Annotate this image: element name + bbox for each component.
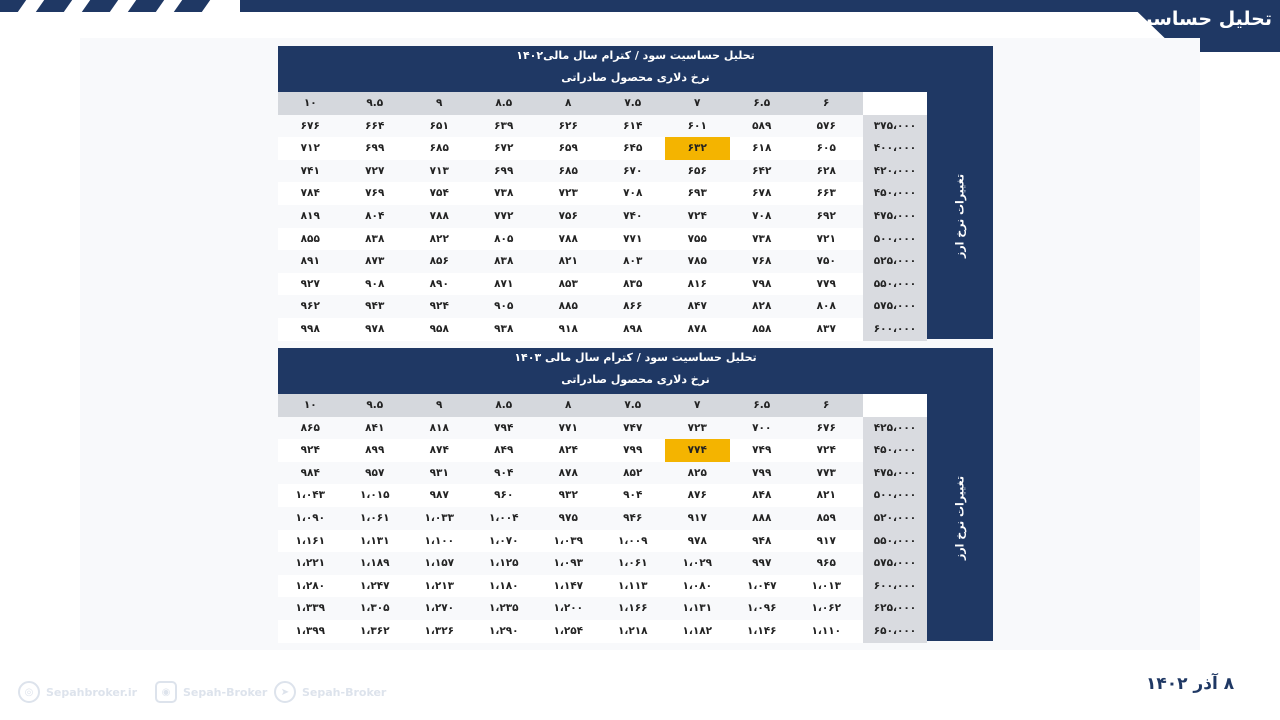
row-label-cell: ۴۷۵،۰۰۰ <box>863 462 927 485</box>
table-cell: ۷۵۰ <box>816 255 836 268</box>
table-cell: ۸۱۶ <box>687 277 707 290</box>
table-cell: ۱،۰۱۳ <box>811 579 842 592</box>
table-cell: ۱،۳۶۲ <box>359 625 390 637</box>
table-cell: ۷۵۶ <box>558 210 578 222</box>
column-header-cell: ۶ <box>823 97 830 109</box>
table-cell: ۷۵۵ <box>687 232 707 245</box>
table-row <box>278 507 927 530</box>
table-cell: ۹۴۳ <box>365 300 385 313</box>
column-header-cell: ۸ <box>565 97 572 109</box>
corner-cell <box>863 92 927 115</box>
table-cell: ۹۸۴ <box>300 466 320 479</box>
table-cell: ۸۲۱ <box>558 255 578 268</box>
table-cell: ۸۴۱ <box>365 421 385 434</box>
row-label-cell: ۵۷۵،۰۰۰ <box>863 552 927 575</box>
watermark-text: Sepah-Broker <box>302 685 387 699</box>
column-header-row <box>278 92 927 115</box>
sensitivity-table-1403 <box>278 348 993 641</box>
table-cell: ۶۳۹ <box>494 119 514 132</box>
table-cell: ۷۶۹ <box>365 187 385 200</box>
column-header-cell: ۸.۵ <box>495 97 513 109</box>
table-cell: ۹۲۷ <box>300 277 320 290</box>
table-cell: ۶۷۲ <box>494 142 514 155</box>
table-cell: ۱،۰۴۳ <box>295 489 326 502</box>
column-header-cell: ۷.۵ <box>624 399 642 411</box>
table-cell: ۸۴۸ <box>752 489 772 502</box>
table-cell: ۱،۳۹۹ <box>295 625 326 637</box>
table-cell: ۶۶۳ <box>816 187 836 200</box>
table-cell: ۹۹۷ <box>752 557 772 570</box>
table-cell: ۷۹۴ <box>494 421 514 434</box>
table-cell: ۶۰۵ <box>816 142 836 155</box>
table-cell: ۹۶۵ <box>816 557 836 570</box>
table-cell: ۹۶۰ <box>494 489 514 502</box>
table-cell: ۸۵۶ <box>429 255 449 268</box>
table-cell: ۵۸۹ <box>752 119 772 132</box>
table-cell: ۷۲۴ <box>816 444 836 457</box>
table-cell: ۹۳۱ <box>429 466 449 479</box>
table-cell: ۶۷۶ <box>816 421 836 434</box>
table-cell: ۱،۲۷۰ <box>424 602 455 615</box>
table-cell: ۹۷۸ <box>687 534 707 547</box>
table-cell: ۱،۰۰۹ <box>617 534 648 547</box>
column-header-cell: ۷ <box>694 399 701 411</box>
table-cell: ۸۹۸ <box>623 323 643 335</box>
table-cell: ۷۳۸ <box>752 232 772 245</box>
column-header-cell: ۸.۵ <box>495 399 513 411</box>
table-cell: ۷۲۳ <box>558 187 578 200</box>
table-cell: ۶۲۶ <box>558 119 578 132</box>
table-row <box>278 295 927 318</box>
table-cell: ۷۷۲ <box>494 210 514 222</box>
table-row <box>278 530 927 553</box>
table-cell: ۱،۱۸۹ <box>359 557 390 570</box>
table-cell: ۶۴۵ <box>623 142 643 155</box>
corner-cell <box>863 394 927 417</box>
table-cell: ۱،۰۰۴ <box>488 512 519 524</box>
table-cell: ۸۷۸ <box>687 323 707 335</box>
table-cell: ۶۲۸ <box>816 164 836 177</box>
table-header <box>278 46 993 92</box>
table-row <box>278 182 927 205</box>
table-cell: ۱،۰۸۰ <box>682 579 713 592</box>
table-cell: ۱،۲۸۰ <box>295 579 326 592</box>
table-cell: ۱،۰۳۳ <box>424 512 455 524</box>
instagram-icon: ◉ <box>155 681 177 703</box>
table-cell: ۱،۱۸۰ <box>488 579 519 592</box>
table-cell: ۶۱۸ <box>752 142 772 155</box>
row-label-cell: ۴۲۵،۰۰۰ <box>863 417 927 440</box>
row-label-cell: ۵۰۰،۰۰۰ <box>863 484 927 507</box>
table-cell: ۹۱۸ <box>558 323 578 335</box>
table-cell: ۸۵۵ <box>300 232 320 245</box>
table-cell: ۱،۳۲۶ <box>424 625 455 637</box>
page-title: تحلیل حساسیت <box>1125 8 1272 30</box>
telegram-icon: ➤ <box>274 681 296 703</box>
table-cell: ۸۷۶ <box>687 489 707 502</box>
table-cell: ۱،۱۴۷ <box>553 579 584 592</box>
row-label-cell: ۵۲۰،۰۰۰ <box>863 507 927 530</box>
table-cell: ۸۷۸ <box>558 466 578 479</box>
table-cell: ۹۵۷ <box>365 466 385 479</box>
row-label-cell: ۵۵۰،۰۰۰ <box>863 273 927 296</box>
table-cell: ۶۷۸ <box>752 187 772 200</box>
table-cell: ۸۵۲ <box>623 466 643 479</box>
column-header-cell: ۶.۵ <box>753 399 771 411</box>
column-header-cell: ۹.۵ <box>366 399 384 411</box>
column-header-row <box>278 394 927 417</box>
table-subtitle: نرخ دلاری محصول صادراتی <box>561 373 710 386</box>
table-row <box>278 575 927 598</box>
table-cell: ۹۷۵ <box>558 512 578 524</box>
table-cell: ۸۱۹ <box>300 210 320 222</box>
column-header-cell: ۶.۵ <box>753 97 771 109</box>
table-cell: ۱،۲۰۰ <box>553 602 584 615</box>
table-cell: ۶۹۹ <box>494 164 514 177</box>
table-cell: ۷۳۸ <box>494 187 514 200</box>
table-cell: ۱،۱۰۰ <box>424 534 455 547</box>
row-label-cell: ۶۲۵،۰۰۰ <box>863 597 927 620</box>
table-cell: ۸۱۸ <box>429 421 449 434</box>
table-cell: ۹۴۶ <box>623 512 643 524</box>
row-label-cell: ۶۰۰،۰۰۰ <box>863 318 927 341</box>
table-cell: ۱،۱۴۶ <box>746 625 777 637</box>
table-cell: ۱،۰۲۹ <box>682 557 713 570</box>
table-cell: ۸۳۷ <box>816 323 836 335</box>
table-cell: ۷۴۰ <box>623 210 643 222</box>
table-cell: ۸۳۵ <box>623 277 643 290</box>
row-label-cell: ۶۵۰،۰۰۰ <box>863 620 927 643</box>
table-cell: ۷۸۴ <box>300 187 320 200</box>
table-cell: ۱،۱۱۰ <box>811 625 842 637</box>
table-header <box>278 348 993 394</box>
row-label-cell: ۵۵۰،۰۰۰ <box>863 530 927 553</box>
table-cell: ۸۹۱ <box>300 255 320 268</box>
table-cell: ۱،۱۲۵ <box>488 557 519 570</box>
sensitivity-table-1402 <box>278 46 993 339</box>
table-cell: ۶۶۴ <box>365 119 385 132</box>
table-cell: ۸۴۷ <box>687 300 707 313</box>
table-subtitle: نرخ دلاری محصول صادراتی <box>561 71 710 84</box>
row-label-cell: ۴۵۰،۰۰۰ <box>863 439 927 462</box>
table-cell: ۷۴۹ <box>752 444 772 457</box>
table-cell: ۶۵۹ <box>558 142 578 155</box>
watermark-text: Sepah-Broker <box>183 685 268 699</box>
table-cell: ۸۸۸ <box>752 512 772 524</box>
table-cell: ۶۱۴ <box>623 119 643 132</box>
watermark-text: Sepahbroker.ir <box>46 685 138 699</box>
table-cell: ۸۰۳ <box>623 255 643 268</box>
table-cell: ۷۱۳ <box>429 164 449 177</box>
watermark-instagram <box>155 680 267 704</box>
table-cell: ۸۲۲ <box>429 232 449 245</box>
table-cell: ۸۰۴ <box>365 210 385 222</box>
table-cell: ۷۹۹ <box>623 444 643 457</box>
table-cell: ۷۲۳ <box>687 421 707 434</box>
row-label-cell: ۵۰۰،۰۰۰ <box>863 228 927 251</box>
table-cell: ۹۴۸ <box>752 534 772 547</box>
table-row <box>278 597 927 620</box>
table-cell: ۱،۰۶۱ <box>359 512 390 524</box>
table-cell: ۸۵۸ <box>752 323 772 335</box>
table-cell: ۷۲۱ <box>816 232 836 245</box>
table-row <box>278 417 927 440</box>
table-cell: ۹۹۸ <box>300 323 320 335</box>
table-row <box>278 318 927 341</box>
table-cell: ۱،۰۹۰ <box>295 512 326 524</box>
table-cell: ۶۴۲ <box>752 164 772 177</box>
table-cell: ۶۷۶ <box>300 119 320 132</box>
footer-date: ۸ آذر ۱۴۰۲ <box>1146 674 1235 694</box>
row-label-cell: ۴۲۰،۰۰۰ <box>863 160 927 183</box>
table-cell: ۸۲۸ <box>752 300 772 313</box>
table-cell: ۹۲۴ <box>300 444 320 457</box>
row-axis-label-box <box>927 92 993 339</box>
table-cell: ۱،۱۶۶ <box>617 602 648 615</box>
table-row <box>278 137 927 160</box>
table-cell: ۸۰۵ <box>494 232 514 245</box>
table-cell: ۸۶۶ <box>623 300 643 313</box>
table-cell: ۸۳۸ <box>494 255 514 268</box>
table-row <box>278 552 927 575</box>
decorative-stripe <box>0 0 26 12</box>
table-cell: ۷۵۴ <box>429 187 449 200</box>
highlighted-cell: ۶۳۲ <box>665 137 730 160</box>
table-cell: ۸۵۹ <box>816 512 836 524</box>
table-cell: ۱،۲۴۷ <box>359 579 390 592</box>
row-axis-label: تغییرات نرخ ارز <box>953 475 967 560</box>
table-cell: ۹۰۵ <box>494 300 514 313</box>
table-cell: ۸۲۵ <box>687 466 707 479</box>
table-cell: ۱،۰۴۷ <box>746 579 777 592</box>
table-cell: ۷۷۳ <box>816 466 836 479</box>
table-row <box>278 160 927 183</box>
table-cell: ۸۲۱ <box>816 489 836 502</box>
table-cell: ۹۵۸ <box>429 323 449 335</box>
table-cell: ۷۰۸ <box>623 187 643 200</box>
table-cell: ۷۷۱ <box>623 232 643 245</box>
table-cell: ۱،۲۹۰ <box>488 625 519 637</box>
table-cell: ۸۴۹ <box>494 444 514 457</box>
table-cell: ۶۰۱ <box>687 119 707 132</box>
column-header-cell: ۶ <box>823 399 830 411</box>
column-header-cell: ۷.۵ <box>624 97 642 109</box>
table-cell: ۹۳۸ <box>494 323 514 335</box>
row-label-cell: ۴۷۵،۰۰۰ <box>863 205 927 228</box>
table-cell: ۷۹۹ <box>752 466 772 479</box>
table-cell: ۶۹۹ <box>365 142 385 155</box>
table-row <box>278 484 927 507</box>
table-cell: ۱،۱۳۱ <box>682 602 713 615</box>
column-header-cell: ۹.۵ <box>366 97 384 109</box>
table-cell: ۷۴۷ <box>623 421 643 434</box>
table-cell: ۱،۰۳۹ <box>553 534 584 547</box>
table-row <box>278 115 927 138</box>
table-cell: ۱،۱۸۲ <box>682 625 713 637</box>
table-cell: ۷۶۸ <box>752 255 772 268</box>
table-cell: ۸۷۱ <box>494 277 514 290</box>
table-row <box>278 250 927 273</box>
table-cell: ۷۸۸ <box>558 232 578 245</box>
table-cell: ۹۶۲ <box>300 300 320 313</box>
table-cell: ۶۹۲ <box>816 210 836 222</box>
decorative-stripe <box>36 0 72 12</box>
column-header-cell: ۱۰ <box>303 97 317 109</box>
table-cell: ۹۰۸ <box>365 277 385 290</box>
table-cell: ۱،۲۳۵ <box>488 602 519 615</box>
row-axis-label-box <box>927 394 993 641</box>
table-cell: ۱،۰۶۱ <box>617 557 648 570</box>
table-cell: ۱،۱۵۷ <box>424 557 455 570</box>
table-cell: ۹۱۷ <box>816 534 836 547</box>
table-cell: ۶۵۱ <box>429 119 449 132</box>
table-cell: ۷۷۱ <box>558 421 578 434</box>
decorative-stripe <box>128 0 164 12</box>
table-row <box>278 462 927 485</box>
row-axis-label: تغییرات نرخ ارز <box>953 173 967 258</box>
table-cell: ۸۰۸ <box>816 300 836 313</box>
table-cell: ۸۷۳ <box>365 255 385 268</box>
table-row <box>278 273 927 296</box>
column-header-cell: ۷ <box>694 97 701 109</box>
table-cell: ۹۸۷ <box>429 489 449 502</box>
table-cell: ۹۱۷ <box>687 512 707 524</box>
table-cell: ۱،۰۶۲ <box>811 602 842 615</box>
table-cell: ۸۲۴ <box>558 444 578 457</box>
row-label-cell: ۴۵۰،۰۰۰ <box>863 182 927 205</box>
table-row <box>278 228 927 251</box>
table-title: تحلیل حساسیت سود / کترام سال مالی ۱۴۰۳ <box>514 351 757 364</box>
table-cell: ۷۲۴ <box>687 210 707 222</box>
table-cell: ۱،۰۷۰ <box>488 534 519 547</box>
table-cell: ۱،۲۱۳ <box>424 579 455 592</box>
decorative-stripe <box>174 0 210 12</box>
table-cell: ۵۷۶ <box>816 119 836 132</box>
table-cell: ۱،۲۲۱ <box>295 557 326 570</box>
table-cell: ۷۹۸ <box>752 277 772 290</box>
table-cell: ۶۸۵ <box>429 142 449 155</box>
table-row <box>278 620 927 643</box>
table-cell: ۶۹۳ <box>687 187 707 200</box>
table-cell: ۷۰۸ <box>752 210 772 222</box>
table-cell: ۷۷۹ <box>816 277 836 290</box>
table-cell: ۷۸۸ <box>429 210 449 222</box>
table-row <box>278 439 927 462</box>
row-label-cell: ۵۲۵،۰۰۰ <box>863 250 927 273</box>
highlighted-cell: ۷۷۴ <box>665 439 730 462</box>
table-cell: ۱،۱۶۱ <box>295 534 326 547</box>
table-cell: ۱،۳۳۹ <box>295 602 326 615</box>
table-cell: ۹۷۸ <box>365 323 385 335</box>
table-cell: ۱،۲۵۴ <box>553 625 584 637</box>
table-cell: ۱،۱۳۱ <box>359 534 390 547</box>
table-grid <box>278 394 927 643</box>
row-label-cell: ۵۷۵،۰۰۰ <box>863 295 927 318</box>
table-cell: ۷۱۲ <box>300 142 320 155</box>
column-header-cell: ۹ <box>436 97 443 109</box>
watermark-telegram <box>274 680 386 704</box>
column-header-cell: ۹ <box>436 399 443 411</box>
table-cell: ۱،۳۰۵ <box>359 602 390 615</box>
table-row <box>278 205 927 228</box>
table-cell: ۹۲۴ <box>429 300 449 313</box>
table-cell: ۶۷۰ <box>623 164 643 177</box>
table-cell: ۷۴۱ <box>300 164 320 177</box>
table-cell: ۸۳۸ <box>365 232 385 245</box>
column-header-cell: ۱۰ <box>303 399 317 411</box>
table-cell: ۱،۰۱۵ <box>359 489 390 502</box>
table-cell: ۸۹۹ <box>365 444 385 457</box>
table-cell: ۸۷۴ <box>429 444 449 457</box>
table-cell: ۷۲۷ <box>365 164 385 177</box>
table-cell: ۹۰۴ <box>623 489 643 502</box>
table-cell: ۹۳۲ <box>558 489 578 502</box>
row-label-cell: ۴۰۰،۰۰۰ <box>863 137 927 160</box>
row-label-cell: ۳۷۵،۰۰۰ <box>863 115 927 138</box>
table-cell: ۸۹۰ <box>429 277 449 290</box>
table-cell: ۱،۲۱۸ <box>617 625 648 637</box>
table-cell: ۸۶۵ <box>300 421 320 434</box>
table-cell: ۷۸۵ <box>687 255 707 268</box>
decorative-stripe <box>82 0 118 12</box>
table-cell: ۱،۰۹۳ <box>553 557 584 570</box>
table-cell: ۹۰۴ <box>494 466 514 479</box>
table-cell: ۱،۰۹۶ <box>746 602 777 615</box>
table-cell: ۷۰۰ <box>752 421 772 434</box>
table-grid <box>278 92 927 341</box>
table-cell: ۸۵۳ <box>558 277 578 290</box>
column-header-cell: ۸ <box>565 399 572 411</box>
table-cell: ۶۵۶ <box>687 164 707 177</box>
table-cell: ۸۸۵ <box>558 300 578 313</box>
row-label-cell: ۶۰۰،۰۰۰ <box>863 575 927 598</box>
table-title: تحلیل حساسیت سود / کترام سال مالی۱۴۰۲ <box>516 49 755 62</box>
table-cell: ۱،۱۱۳ <box>617 579 648 592</box>
globe-icon: ◎ <box>18 681 40 703</box>
table-cell: ۶۸۵ <box>558 164 578 177</box>
watermark-website <box>18 680 137 704</box>
